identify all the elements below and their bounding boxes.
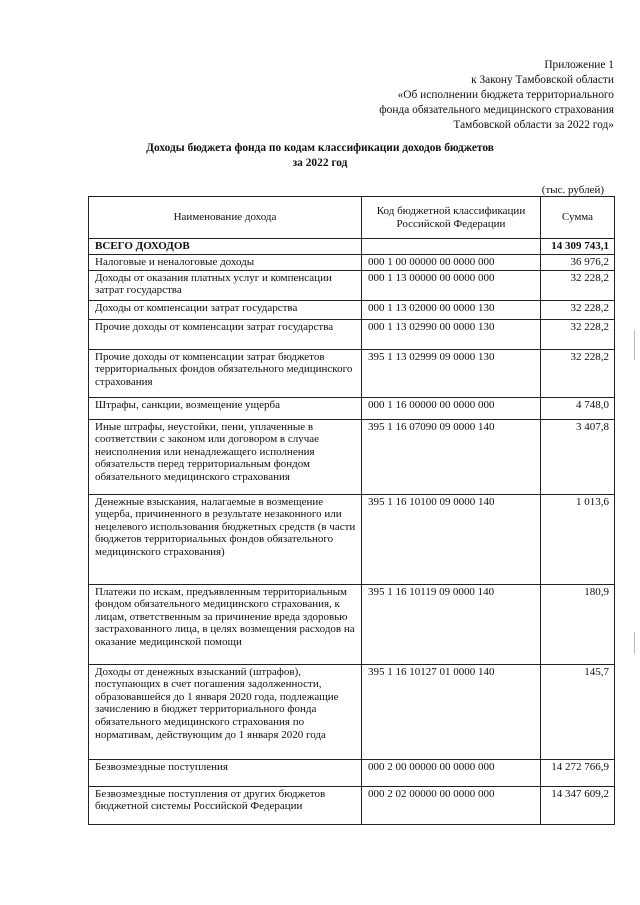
header-sum: Сумма: [541, 197, 615, 239]
appendix-line-3: «Об исполнении бюджета территориального: [397, 89, 614, 101]
table-row: [89, 494, 615, 584]
row-sum: 14 347 609,2: [541, 786, 615, 824]
scan-margin-mark: [634, 330, 635, 360]
table-row: [89, 349, 615, 397]
row-name: ВСЕГО ДОХОДОВ: [89, 239, 362, 255]
row-sum: 32 228,2: [541, 349, 615, 397]
row-sum: 32 228,2: [541, 270, 615, 300]
row-code: 395 1 16 10127 01 0000 140: [362, 664, 541, 759]
title-line-2: за 2022 год: [292, 157, 348, 169]
appendix-line-4: фонда обязательного медицинского страхования: [379, 104, 614, 116]
row-sum: 4 748,0: [541, 397, 615, 419]
row-code: 000 1 13 00000 00 0000 000: [362, 270, 541, 300]
row-code: 000 2 02 00000 00 0000 000: [362, 786, 541, 824]
row-name: Доходы от компенсации затрат государства: [89, 300, 362, 319]
row-name: Прочие доходы от компенсации затрат бюджетов территориальных фондов обязательного медицинского страхования: [89, 349, 362, 397]
row-sum: 32 228,2: [541, 319, 615, 349]
row-code: 000 1 00 00000 00 0000 000: [362, 254, 541, 270]
row-name: Штрафы, санкции, возмещение ущерба: [89, 397, 362, 419]
row-sum: 145,7: [541, 664, 615, 759]
row-sum: 32 228,2: [541, 300, 615, 319]
row-name: Иные штрафы, неустойки, пени, уплаченные в соответствии с законом или договором в случае неисполнения или ненадлежащего исполнения обязательств перед территориальным фондом обязательного медицинского страхования: [89, 419, 362, 494]
table-row: [89, 419, 615, 494]
row-sum: 14 309 743,1: [541, 239, 615, 255]
row-code: 395 1 16 07090 09 0000 140: [362, 419, 541, 494]
appendix-line-5: Тамбовской области за 2022 год»: [453, 119, 614, 131]
appendix-block: [379, 58, 614, 133]
row-code: 000 2 00 00000 00 0000 000: [362, 759, 541, 786]
row-sum: 180,9: [541, 584, 615, 664]
row-code: 000 1 16 00000 00 0000 000: [362, 397, 541, 419]
table-row: [89, 319, 615, 349]
title-line-1: Доходы бюджета фонда по кодам классификации доходов бюджетов: [146, 142, 494, 154]
table-row: [89, 584, 615, 664]
row-code: 000 1 13 02000 00 0000 130: [362, 300, 541, 319]
units-note: (тыс. рублей): [541, 184, 604, 196]
row-code: 395 1 16 10100 09 0000 140: [362, 494, 541, 584]
row-name: Платежи по искам, предъявленным территориальным фондом обязательного медицинского страхования, к лицам, ответственным за причинение вреда здоровью застрахованного лица, в целях возмещения расходов на оказание медицинской помощи: [89, 584, 362, 664]
row-code: 000 1 13 02990 00 0000 130: [362, 319, 541, 349]
row-name: Денежные взыскания, налагаемые в возмещение ущерба, причиненного в результате незаконного или нецелевого использования бюджетных средств (в части бюджетов территориальных фондов обязательного медицинского страхования): [89, 494, 362, 584]
table-row: [89, 397, 615, 419]
table-row: [89, 759, 615, 786]
table-header-row: [89, 197, 615, 239]
row-name: Безвозмездные поступления: [89, 759, 362, 786]
table-row: [89, 300, 615, 319]
appendix-line-2: к Закону Тамбовской области: [471, 74, 614, 86]
scan-margin-mark: [634, 632, 635, 654]
row-sum: 1 013,6: [541, 494, 615, 584]
table-row: [89, 254, 615, 270]
row-code: 395 1 13 02999 09 0000 130: [362, 349, 541, 397]
row-name: Доходы от денежных взысканий (штрафов), поступающих в счет погашения задолженности, образовавшейся до 1 января 2020 года, подлежащие зачислению в бюджет территориального фонда обязательного медицинского страхования по нормативам, действующим до 1 января 2020 года: [89, 664, 362, 759]
row-name: Безвозмездные поступления от других бюджетов бюджетной системы Российской Федерации: [89, 786, 362, 824]
row-name: Доходы от оказания платных услуг и компенсации затрат государства: [89, 270, 362, 300]
income-table: [88, 196, 615, 825]
row-code: 395 1 16 10119 09 0000 140: [362, 584, 541, 664]
document-title: [0, 141, 640, 171]
row-sum: 3 407,8: [541, 419, 615, 494]
header-name: Наименование дохода: [89, 197, 362, 239]
table-row: [89, 664, 615, 759]
row-sum: 36 976,2: [541, 254, 615, 270]
row-name: Прочие доходы от компенсации затрат государства: [89, 319, 362, 349]
row-code: [362, 239, 541, 255]
row-sum: 14 272 766,9: [541, 759, 615, 786]
row-name: Налоговые и неналоговые доходы: [89, 254, 362, 270]
table-row: [89, 270, 615, 300]
appendix-line-1: Приложение 1: [544, 59, 614, 71]
header-code: Код бюджетной классификации Российской Федерации: [362, 197, 541, 239]
table-row-total: [89, 239, 615, 255]
table-row: [89, 786, 615, 824]
